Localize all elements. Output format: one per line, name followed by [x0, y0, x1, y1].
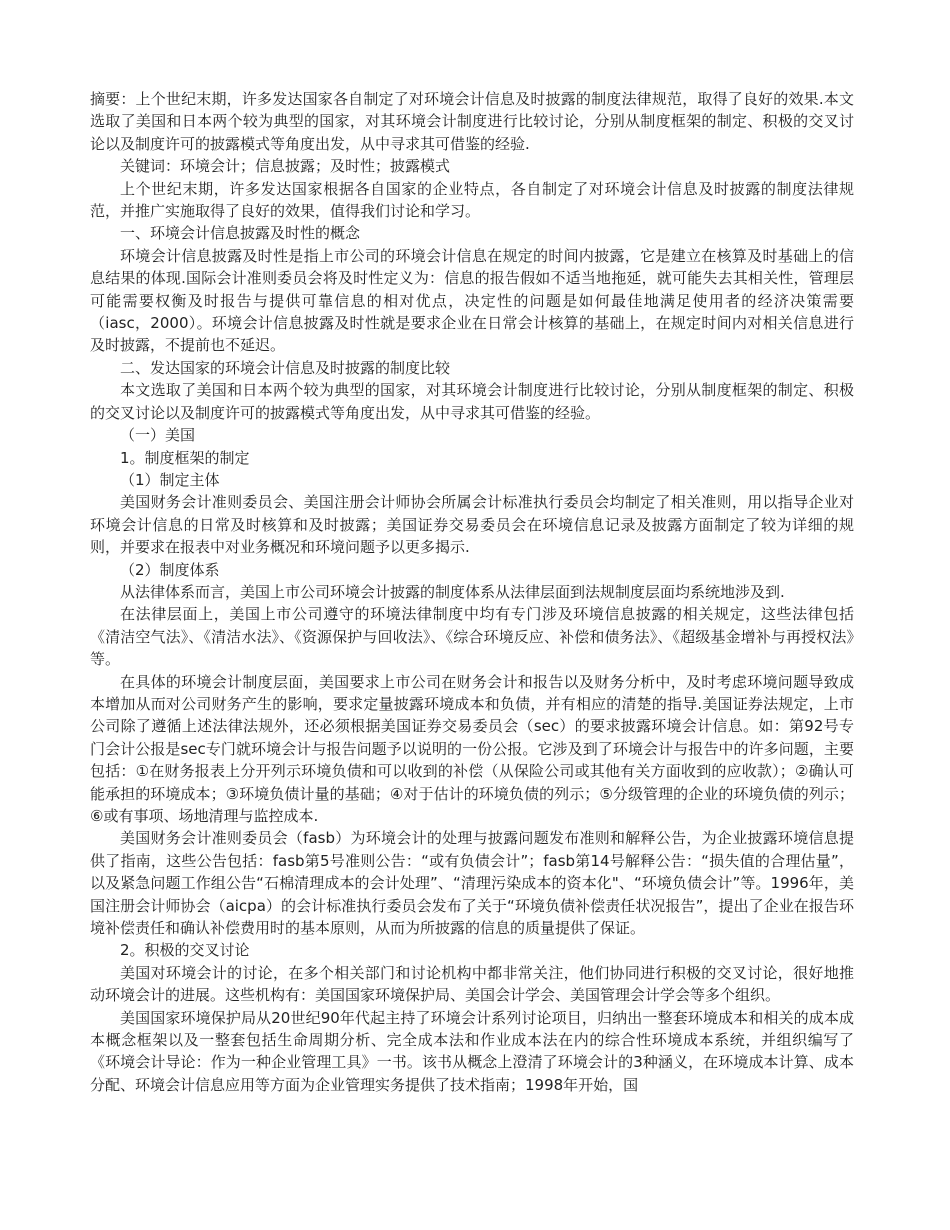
paragraph-timeliness-definition: 环境会计信息披露及时性是指上市公司的环境会计信息在规定的时间内披露，它是建立在核算及时基础上的信息结果的体现.国际会计准则委员会将及时性定义为：信息的报告假如不适当地拖延，就可能失去其相关性，管理层可能需要权衡及时报告与提供可靠信息的相对优点，决定性的问题是如何最佳地满足使用者的经济决策需要（iasc，2000）。环境会计信息披露及时性就是要求企业在日常会计核算的基础上，在规定时间内对相关信息进行及时披露，不提前也不延迟。: [90, 246, 854, 355]
subsection-heading-us: （一）美国: [120, 426, 196, 445]
paragraph-comparison-intro: 本文选取了美国和日本两个较为典型的国家，对其环境会计制度进行比较讨论，分别从制度框架的制定、积极的交叉讨论以及制度许可的披露模式等角度出发，从中寻求其可借鉴的经验。: [90, 381, 854, 422]
paragraph-legal-level: 在法律层面上，美国上市公司遵守的环境法律制度中均有专门涉及环境信息披露的相关规定，这些法律包括《清洁空气法》、《清洁水法》、《资源保护与回收法》、《综合环境反应、补偿和债务法》、《超级基金增补与再授权法》等。: [90, 605, 854, 669]
paragraph-discussion: 美国对环境会计的讨论，在多个相关部门和讨论机构中都非常关注，他们协同进行积极的交叉讨论，很好地推动环境会计的进展。这些机构有：美国国家环境保护局、美国会计学会、美国管理会计学会等多个组织。: [90, 963, 854, 1005]
paragraph-accounting-level: 在具体的环境会计制度层面，美国要求上市公司在财务会计和报告以及财务分析中，及时考虑环境问题导致成本增加从而对公司财务产生的影响，要求定量披露环境成本和负债，并有相应的清楚的指导.美国证券法规定，上市公司除了遵循上述法律法规外，还必须根据美国证券交易委员会（sec）的要求披露环境会计信息。如：第92号专门会计公报是sec专门就环境会计与报告问题予以说明的一份公报。它涉及到了环境会计与报告中的许多问题，主要包括：①在财务报表上分开列示环境负债和可以收到的补偿（从保险公司或其他有关方面收到的应收款）；②确认可能承担的环境成本；③环境负债计量的基础；④对于估计的环境负债的列示；⑤分级管理的企业的环境负债的列示；⑥或有事项、场地清理与监控成本.: [90, 672, 854, 825]
subsection-heading-framework: 1。制度框架的制定: [120, 448, 250, 467]
section-heading-1: 一、环境会计信息披露及时性的概念: [120, 224, 361, 243]
subsection-heading-system: （2）制度体系: [120, 560, 220, 579]
subsection-heading-subject: （1）制定主体: [120, 470, 220, 489]
paragraph-subject: 美国财务会计准则委员会、美国注册会计师协会所属会计标准执行委员会均制定了相关准则，用以指导企业对环境会计信息的日常及时核算和及时披露；美国证券交易委员会在环境信息记录及披露方面制定了较为详细的规则，并要求在报表中对业务概况和环境问题予以更多揭示.: [90, 493, 854, 557]
keywords: 关键词：环境会计；信息披露；及时性；披露模式: [120, 157, 451, 176]
paragraph-epa: 美国国家环境保护局从20世纪90年代起主持了环境会计系列讨论项目，归纳出一整套环境成本和相关的成本成本概念框架以及一整套包括生命周期分析、完全成本法和作业成本法在内的综合性环境成本系统，并组织编写了《环境会计导论：作为一种企业管理工具》一书。该书从概念上澄清了环境会计的3种涵义，在环境成本计算、成本分配、环境会计信息应用等方面为企业管理实务提供了技术指南；1998年开始，国: [90, 1008, 854, 1094]
paragraph-fasb: 美国财务会计准则委员会（fasb）为环境会计的处理与披露问题发布准则和解释公告，为企业披露环境信息提供了指南，这些公告包括：fasb第5号准则公告：“或有负债会计”；fasb第14号解释公告：“损失值的合理估量”，以及紧急问题工作组公告“石棉清理成本的会计处理”、“清理污染成本的资本化"、“环境负债会计”等。1996年，美国注册会计师协会（aicpa）的会计标准执行委员会发布了关于“环境负债补偿责任状况报告”，提出了企业在报告环境补偿责任和确认补偿费用时的基本原则，从而为所披露的信息的质量提供了保证。: [90, 829, 854, 938]
subsection-heading-discussion: 2。积极的交叉讨论: [120, 941, 250, 960]
abstract: 摘要：上个世纪末期，许多发达国家各自制定了对环境会计信息及时披露的制度法律规范，取得了良好的效果.本文选取了美国和日本两个较为典型的国家，对其环境会计制度进行比较讨论，分别从制度框架的制定、积极的交叉讨论以及制度许可的披露模式等角度出发，从中寻求其可借鉴的经验.: [90, 90, 854, 153]
paragraph-legal-system: 从法律体系而言，美国上市公司环境会计披露的制度体系从法律层面到法规制度层面均系统地涉及到.: [120, 582, 785, 601]
section-heading-2: 二、发达国家的环境会计信息及时披露的制度比较: [120, 358, 451, 377]
intro-paragraph: 上个世纪末期，许多发达国家根据各自国家的企业特点，各自制定了对环境会计信息及时披露的制度法律规范，并推广实施取得了良好的效果，值得我们讨论和学习。: [90, 179, 854, 221]
